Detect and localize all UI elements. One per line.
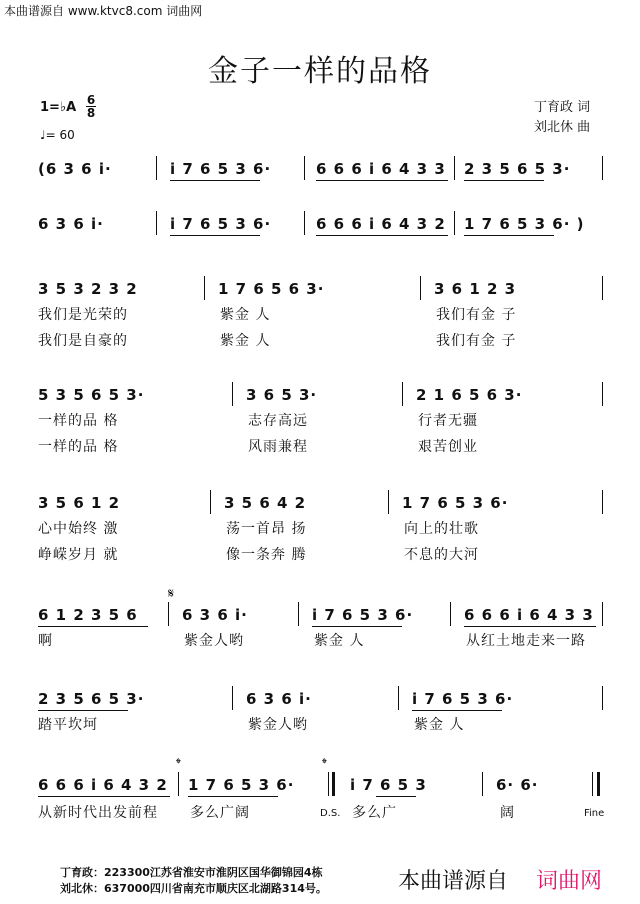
tempo-mark: ♩= 60 — [40, 128, 75, 142]
song-title: 金子一样的品格 — [208, 54, 432, 89]
measure: 1 7 6 5 3 6· ) — [464, 215, 585, 233]
coda-sign-2: 𝄌 — [322, 756, 327, 772]
measure: 3 5 6 1 2 — [38, 494, 121, 512]
measure: (6 3 6 i· — [38, 160, 112, 178]
measure: 6 1 2 3 5 6 — [38, 606, 138, 624]
measure: i 7 6 5 3 6· — [170, 160, 272, 178]
segno-sign: 𝄋 — [168, 586, 175, 602]
measure: 2 3 5 6 5 3· — [464, 160, 571, 178]
measure: i 7 6 5 3 6· — [170, 215, 272, 233]
measure: 6 3 6 i· — [182, 606, 248, 624]
composer-credit: 刘北休 曲 — [534, 120, 591, 135]
measure: 6 6 6 i 6 4 3 3 — [316, 160, 446, 178]
fine-mark: Fine — [584, 808, 605, 819]
measure: 1 7 6 5 6 3· — [218, 280, 325, 298]
measure: 1 7 6 5 3 6· — [188, 776, 295, 794]
meter-bottom: 8 — [86, 106, 96, 120]
measure: 2 3 5 6 5 3· — [38, 690, 145, 708]
measure: 6 6 6 i 6 4 3 3 — [464, 606, 594, 624]
coda-sign-1: 𝄌 — [176, 756, 181, 772]
measure: 6 3 6 i· — [246, 690, 312, 708]
brand-logo-text: 词曲网 — [536, 869, 603, 894]
measure: i 7 6 5 3 6· — [312, 606, 414, 624]
measure: 3 6 5 3· — [246, 386, 318, 404]
footer-address-2: 刘北休：637000四川省南充市顺庆区北湖路314号。 — [60, 882, 327, 895]
brand-text: 本曲谱源自 — [398, 869, 509, 894]
measure: 5 3 5 6 5 3· — [38, 386, 145, 404]
site-header — [0, 0, 640, 18]
measure: 3 6 1 2 3 — [434, 280, 517, 298]
measure: i 7 6 5 3 6· — [412, 690, 514, 708]
measure: i 7 6 5 3 — [350, 776, 427, 794]
measure: 6 6 6 i 6 4 3 2 — [316, 215, 446, 233]
time-signature — [86, 94, 96, 119]
ds-mark: D.S. — [320, 808, 341, 819]
key-signature: 1=♭A — [40, 100, 77, 115]
measure: 3 5 6 4 2 — [224, 494, 307, 512]
lyricist-credit: 丁育政 词 — [534, 100, 591, 115]
site-header-text: 本曲谱源自 www.ktvc8.com 词曲网 — [4, 4, 203, 18]
measure: 6 3 6 i· — [38, 215, 104, 233]
measure: 1 7 6 5 3 6· — [402, 494, 509, 512]
measure: 6 6 6 i 6 4 3 2 — [38, 776, 168, 794]
measure: 2 1 6 5 6 3· — [416, 386, 523, 404]
footer-address-1: 丁育政：223300江苏省淮安市淮阴区国华御锦园4栋 — [60, 866, 323, 879]
measure: 6· 6· — [496, 776, 539, 794]
meter-top: 6 — [86, 93, 96, 107]
measure: 3 5 3 2 3 2 — [38, 280, 138, 298]
